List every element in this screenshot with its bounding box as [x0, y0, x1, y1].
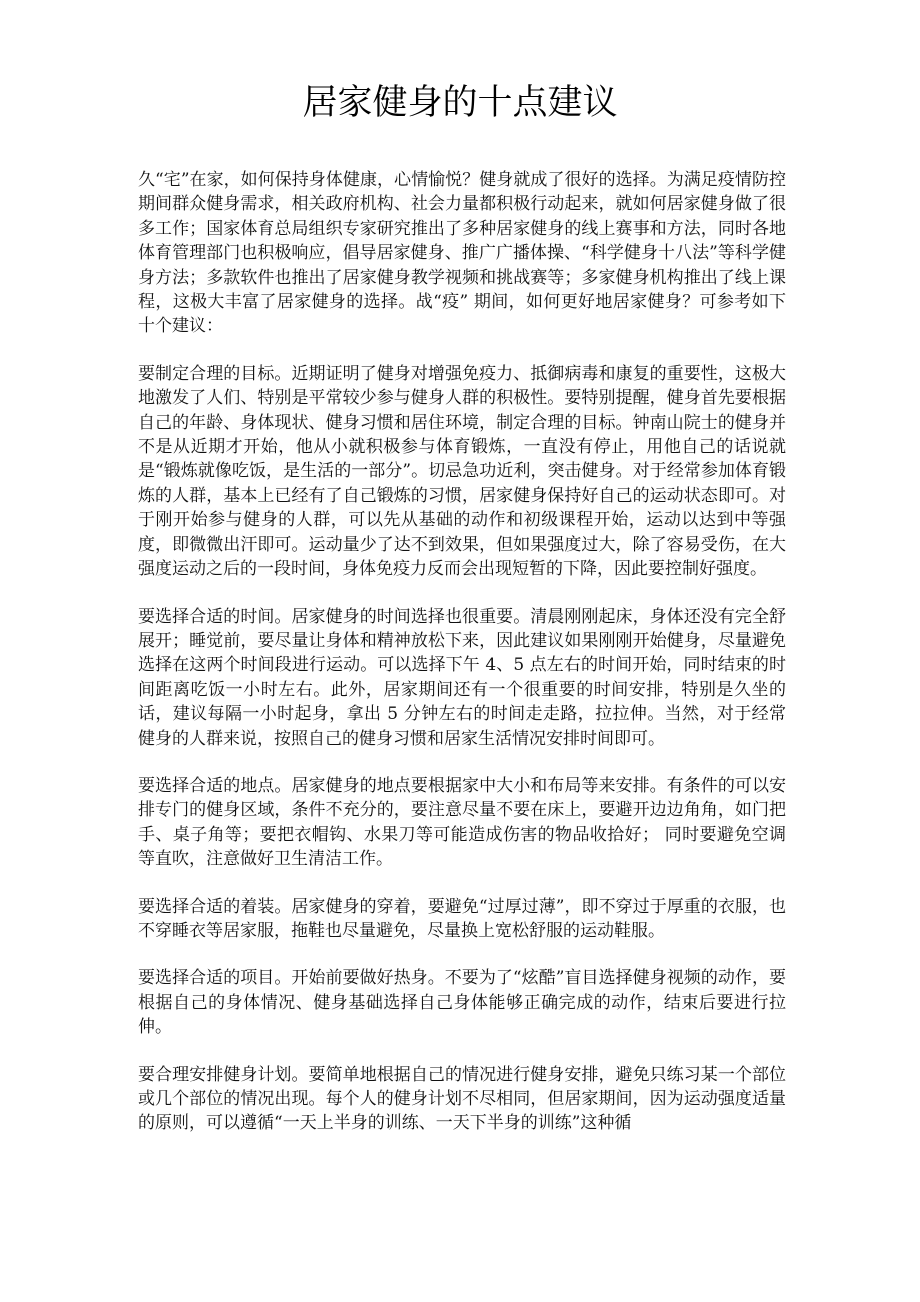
paragraph-time: 要选择合适的时间。居家健身的时间选择也很重要。清晨刚刚起床，身体还没有完全舒展开；睡觉前，要尽量让身体和精神放松下来，因此建议如果刚刚开始健身，尽量避免选择在这两个时间段进行运动。可以选择下午 4、5 点左右的时间开始，同时结束的时间距离吃饭一小时左右。此外，居家期间还有一个很重要的时间安排，特别是久坐的话，建议每隔一小时起身，拿出 5 分钟左右的时间走走路，拉拉伸。当然，对于经常健身的人群来说，按照自己的健身习惯和居家生活情况安排时间即可。: [138, 606, 786, 749]
document-title: 居家健身的十点建议: [302, 83, 618, 123]
intro-paragraph: 久“宅”在家，如何保持身体健康，心情愉悦？健身就成了很好的选择。为满足疫情防控期间群众健身需求，相关政府机构、社会力量都积极行动起来，就如何居家健身做了很多工作；国家体育总局组织专家研究推出了多种居家健身的线上赛事和方法，同时各地体育管理部门也积极响应，倡导居家健身、推广广播体操、“科学健身十八法”等科学健身方法；多款软件也推出了居家健身教学视频和挑战赛等；多家健身机构推出了线上课程，这极大丰富了居家健身的选择。战“疫” 期间，如何更好地居家健身？可参考如下十个建议：: [138, 170, 786, 337]
paragraph-exercises: 要选择合适的项目。开始前要做好热身。不要为了“炫酷”盲目选择健身视频的动作，要根据自己的身体情况、健身基础选择自己身体能够正确完成的动作，结束后要进行拉伸。: [138, 968, 786, 1038]
paragraph-plan: 要合理安排健身计划。要简单地根据自己的情况进行健身安排，避免只练习某一个部位或几个部位的情况出现。每个人的健身计划不尽相同，但居家期间，因为运动强度适量的原则，可以遵循“一天上半身的训练、一天下半身的训练”这种循: [138, 1064, 786, 1134]
document-body: [138, 168, 786, 1159]
paragraph-clothing: 要选择合适的着装。居家健身的穿着，要避免“过厚过薄”，即不穿过于厚重的衣服，也不穿睡衣等居家服，拖鞋也尽量避免，尽量换上宽松舒服的运动鞋服。: [138, 896, 786, 941]
paragraph-location: 要选择合适的地点。居家健身的地点要根据家中大小和布局等来安排。有条件的可以安排专门的健身区域，条件不充分的，要注意尽量不要在床上，要避开边边角角，如门把手、桌子角等；要把衣帽钩、水果刀等可能造成伤害的物品收拾好； 同时要避免空调等直吹，注意做好卫生清洁工作。: [138, 775, 786, 870]
paragraph-goals: 要制定合理的目标。近期证明了健身对增强免疫力、抵御病毒和康复的重要性，这极大地激发了人们、特别是平常较少参与健身人群的积极性。要特别提醒，健身首先要根据自己的年龄、身体现状、健身习惯和居住环境，制定合理的目标。钟南山院士的健身并不是从近期才开始，他从小就积极参与体育锻炼，一直没有停止，用他自己的话说就是“锻炼就像吃饭，是生活的一部分”。切忌急功近利，突击健身。对于经常参加体育锻炼的人群，基本上已经有了自己锻炼的习惯，居家健身保持好自己的运动状态即可。对于刚开始参与健身的人群，可以先从基础的动作和初级课程开始，运动以达到中等强度，即微微出汗即可。运动量少了达不到效果，但如果强度过大，除了容易受伤，在大强度运动之后的一段时间，身体免疫力反而会出现短暂的下降，因此要控制好强度。: [138, 363, 786, 580]
